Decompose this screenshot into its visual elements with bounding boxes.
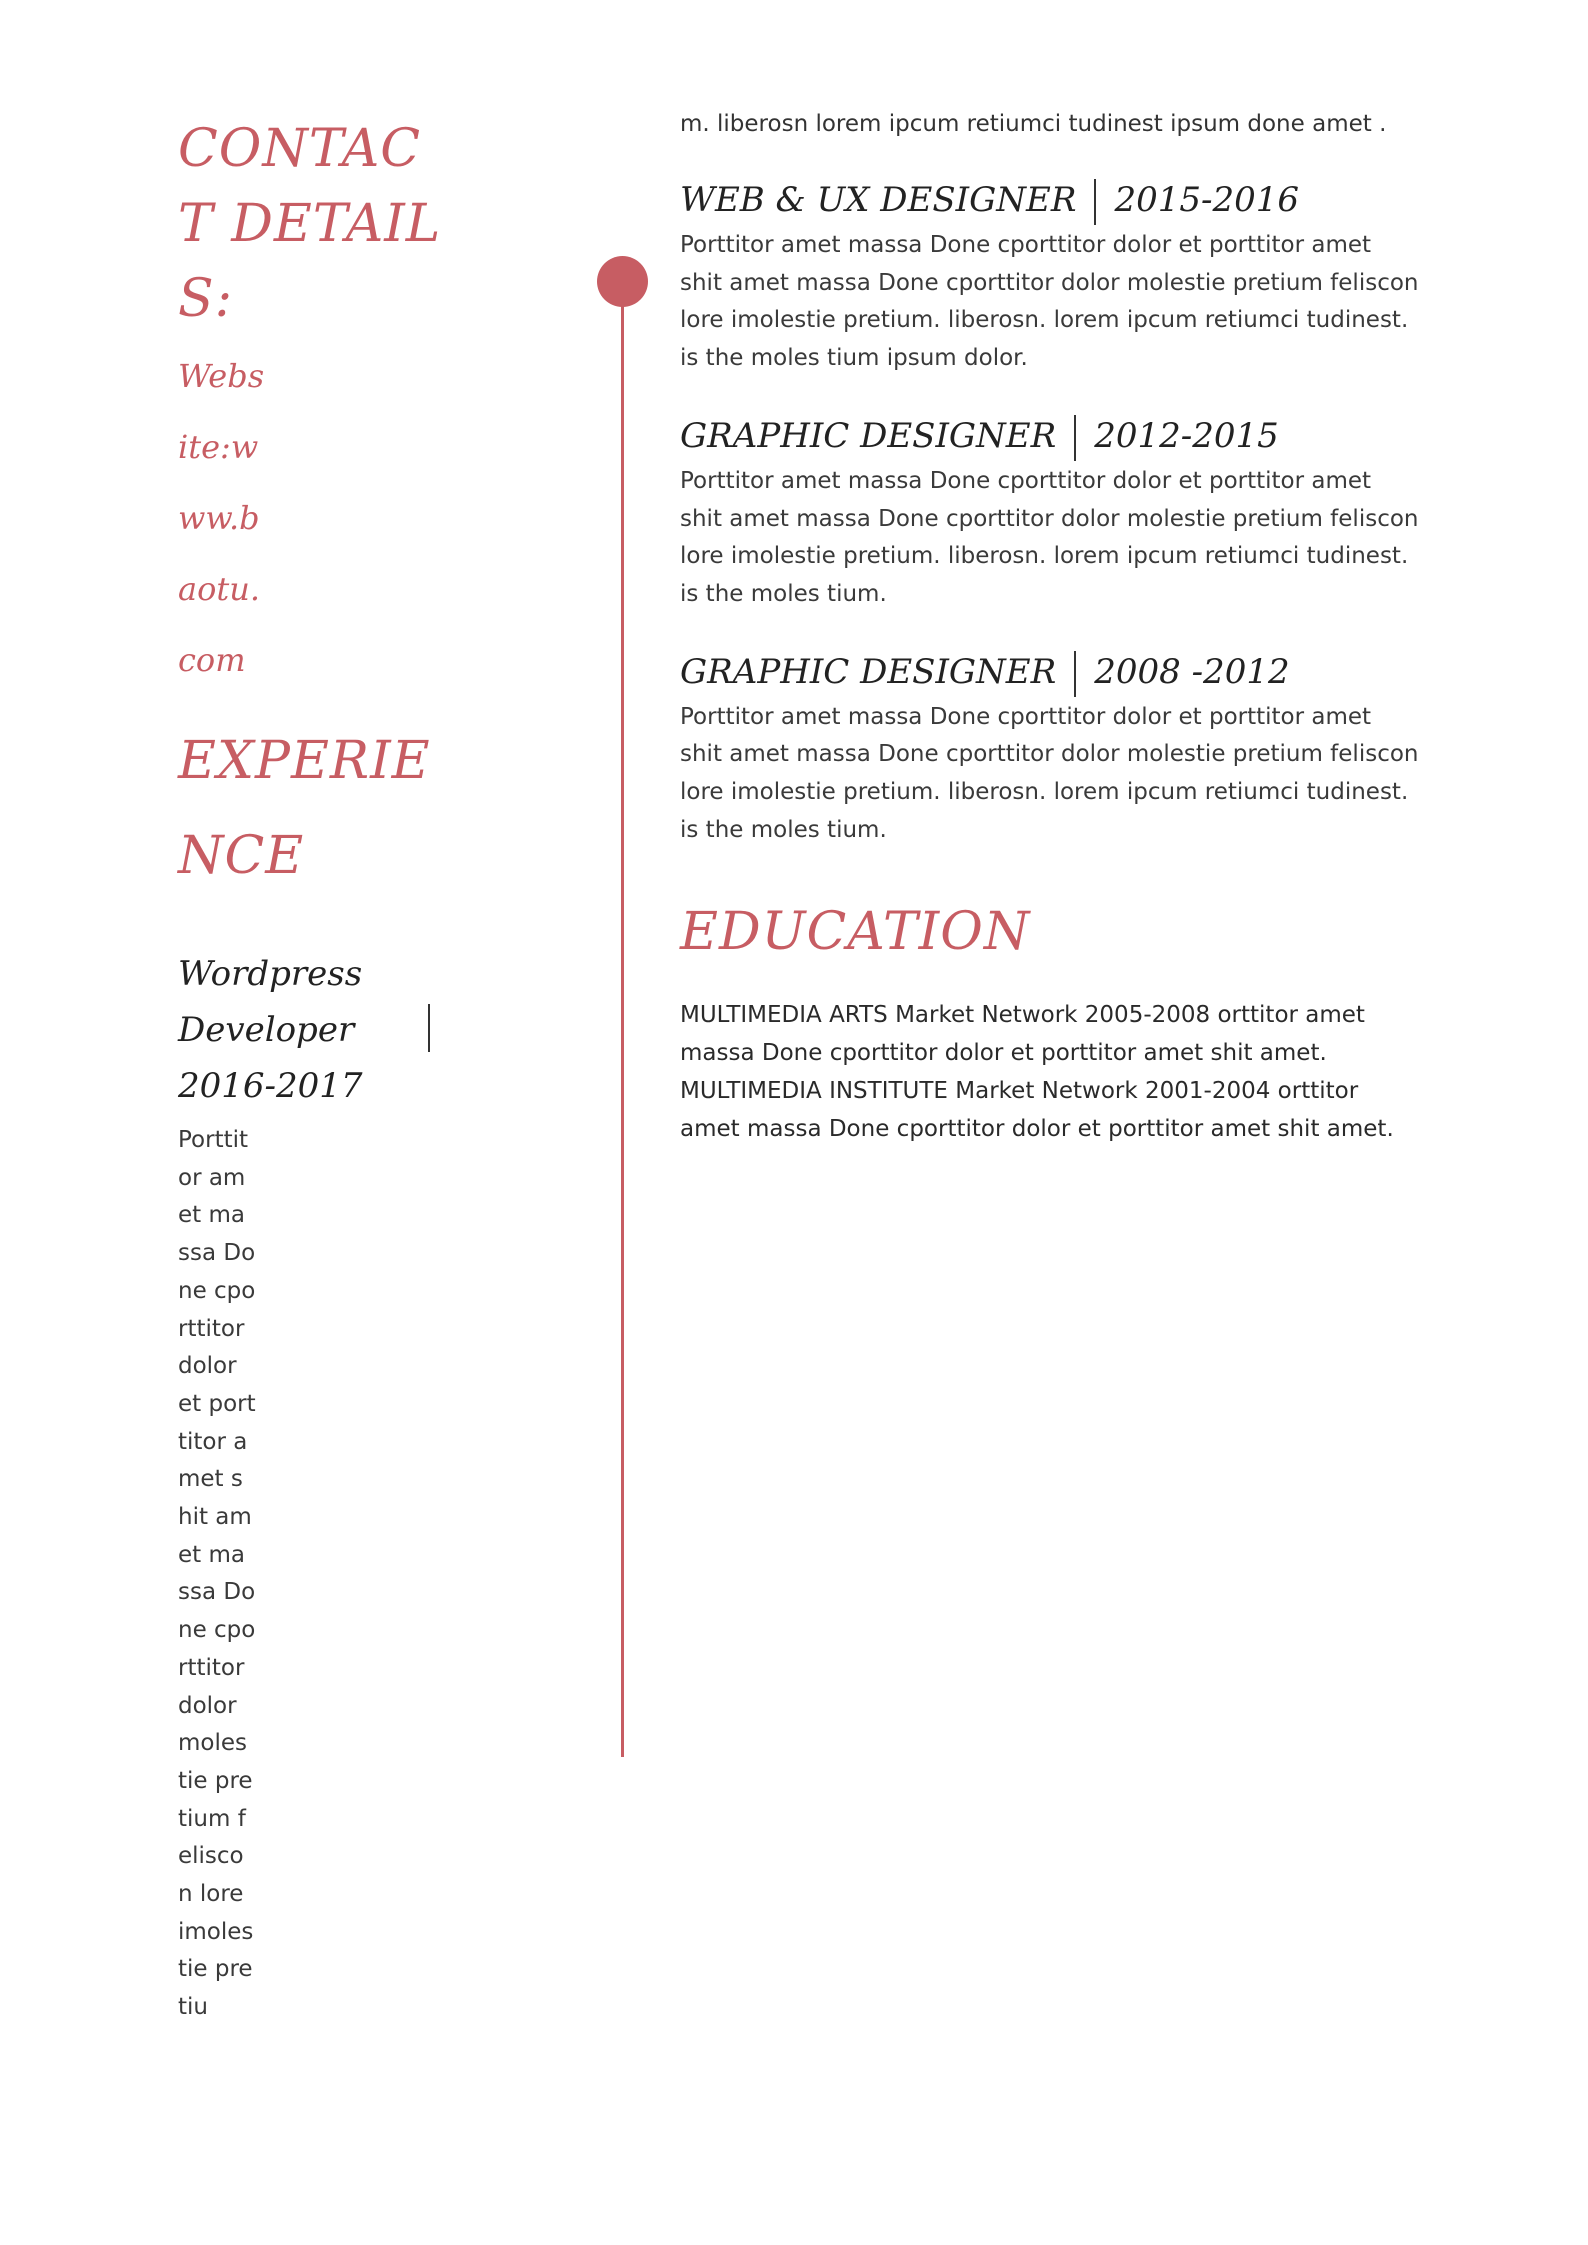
timeline-dot [597,256,648,307]
job-separator [1074,651,1076,697]
job-entry [680,412,1420,614]
job-years: 2015-2016 [1114,180,1299,220]
job-entry [680,648,1420,850]
job-title: GRAPHIC DESIGNER [680,415,1057,456]
left-job-years: 2016-2017 [178,1066,363,1106]
website-text: Website:www.baotu.com [178,357,265,679]
job-separator [1094,179,1096,225]
left-job-entry [178,946,438,2027]
right-column [680,106,1420,1148]
job-heading [680,412,1420,461]
left-column [178,112,448,2027]
left-job-heading [178,946,408,1114]
job-separator [1074,415,1076,461]
left-job-description: Porttitor amet massa Done cporttitor dolor et porttitor amet shit amet massa Done cporttitor dolor molestie pretium feliscon lore imolestie pretiu [178,1127,256,2021]
education-heading: EDUCATION [680,902,1031,963]
job-entry [680,176,1420,378]
education-text: MULTIMEDIA ARTS Market Network 2005-2008 orttitor amet massa Done cporttitor dolor et porttitor amet shit amet. MULTIMEDIA INSTITUTE Market Network 2001-2004 orttitor amet massa Done cporttitor dolor et porttitor amet shit amet. [680,1002,1394,1142]
experience-heading: EXPERIENCE [178,731,431,886]
job-years: 2012-2015 [1094,415,1279,456]
contact-details-heading: CONTACT DETAILS: [178,119,442,329]
job-description: Porttitor amet massa Done cporttitor dolor et porttitor amet shit amet massa Done cporttitor dolor molestie pretium feliscon lore imolestie pretium. liberosn. lorem ipcum retiumci tudinest. is the moles tium. [680,467,1419,607]
job-heading [680,648,1420,697]
timeline-line [621,282,624,1757]
job-title: GRAPHIC DESIGNER [680,651,1057,692]
left-job-separator [428,1004,430,1052]
job-title: WEB & UX DESIGNER [680,180,1077,220]
job-description: Porttitor amet massa Done cporttitor dolor et porttitor amet shit amet massa Done cporttitor dolor molestie pretium feliscon lore imolestie pretium. liberosn. lorem ipcum retiumci tudinest. is the moles tium ipsum dolor. [680,232,1419,372]
job-description: Porttitor amet massa Done cporttitor dolor et porttitor amet shit amet massa Done cporttitor dolor molestie pretium feliscon lore imolestie pretium. liberosn. lorem ipcum retiumci tudinest. is the moles tium. [680,703,1419,843]
intro-text: m. liberosn lorem ipcum retiumci tudinest ipsum done amet . [680,111,1387,137]
job-heading [680,176,1420,225]
job-years: 2008 -2012 [1094,651,1290,692]
left-job-title: Wordpress Developer [178,954,363,1050]
